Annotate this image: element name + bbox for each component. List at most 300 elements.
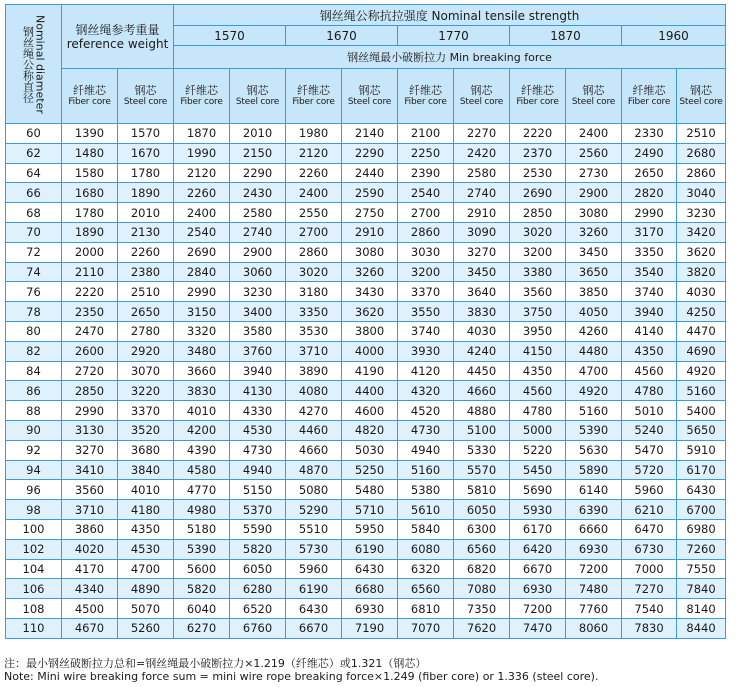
value-cell: 5730: [286, 539, 342, 559]
value-cell: 5240: [622, 420, 677, 440]
value-cell: 2290: [342, 143, 398, 163]
value-cell: 5160: [677, 381, 726, 401]
value-cell: 2430: [230, 183, 286, 203]
table-row: [6, 262, 726, 282]
diameter-cell: 62: [6, 143, 62, 163]
value-cell: 4660: [454, 381, 510, 401]
table-row: [6, 480, 726, 500]
value-cell: 4940: [230, 460, 286, 480]
diameter-cell: 68: [6, 203, 62, 223]
value-cell: 4180: [118, 500, 174, 520]
value-cell: 2130: [118, 222, 174, 242]
value-cell: 8140: [677, 599, 726, 619]
value-cell: 3260: [566, 222, 622, 242]
diameter-cell: 96: [6, 480, 62, 500]
value-cell: 5370: [230, 500, 286, 520]
value-cell: 3930: [398, 341, 454, 361]
value-cell: 2990: [622, 203, 677, 223]
value-cell: 3150: [174, 302, 230, 322]
value-cell: 2700: [286, 222, 342, 242]
strength-1870: 1870: [510, 26, 622, 46]
value-cell: 1990: [174, 143, 230, 163]
value-cell: 6670: [510, 559, 566, 579]
value-cell: 5250: [342, 460, 398, 480]
value-cell: 2370: [510, 143, 566, 163]
value-cell: 6810: [398, 599, 454, 619]
value-cell: 3740: [398, 321, 454, 341]
core-label-zh: 钢芯: [582, 84, 605, 97]
value-cell: 2690: [174, 242, 230, 262]
value-cell: 7540: [622, 599, 677, 619]
value-cell: 3030: [398, 242, 454, 262]
core-label-zh: 纤维芯: [185, 84, 219, 97]
diameter-cell: 98: [6, 500, 62, 520]
value-cell: 3410: [62, 460, 118, 480]
value-cell: 3840: [118, 460, 174, 480]
value-cell: 4690: [677, 341, 726, 361]
value-cell: 1670: [118, 143, 174, 163]
value-cell: 3170: [622, 222, 677, 242]
value-cell: 5570: [454, 460, 510, 480]
table-row: [6, 460, 726, 480]
value-cell: 5160: [566, 401, 622, 421]
value-cell: 2350: [62, 302, 118, 322]
table-row: [6, 539, 726, 559]
value-cell: 2900: [566, 183, 622, 203]
value-cell: 3710: [286, 341, 342, 361]
value-cell: 5820: [230, 539, 286, 559]
value-cell: 4470: [677, 321, 726, 341]
fiber-core-header: [398, 69, 454, 124]
value-cell: 7000: [622, 559, 677, 579]
value-cell: 5470: [622, 440, 677, 460]
value-cell: 3940: [622, 302, 677, 322]
value-cell: 2120: [286, 143, 342, 163]
note-english: Note: Mini wire breaking force sum = mini wire rope breaking force×1.249 (fiber core) or 1.336 (steel core).: [4, 670, 599, 683]
table-row: [6, 401, 726, 421]
value-cell: 2740: [230, 222, 286, 242]
value-cell: 3450: [566, 242, 622, 262]
value-cell: 5080: [286, 480, 342, 500]
value-cell: 2260: [286, 163, 342, 183]
value-cell: 4450: [454, 361, 510, 381]
value-cell: 3560: [510, 282, 566, 302]
diameter-cell: 106: [6, 579, 62, 599]
value-cell: 5910: [677, 440, 726, 460]
value-cell: 3060: [230, 262, 286, 282]
value-cell: 2650: [118, 302, 174, 322]
value-cell: 3430: [342, 282, 398, 302]
value-cell: 3130: [62, 420, 118, 440]
value-cell: 5390: [566, 420, 622, 440]
value-cell: 6420: [510, 539, 566, 559]
value-cell: 2390: [398, 163, 454, 183]
value-cell: 5840: [398, 519, 454, 539]
diameter-cell: 90: [6, 420, 62, 440]
value-cell: 3800: [342, 321, 398, 341]
value-cell: 4980: [174, 500, 230, 520]
value-cell: 4330: [230, 401, 286, 421]
table-row: [6, 579, 726, 599]
value-cell: 6560: [398, 579, 454, 599]
strength-1570: 1570: [174, 26, 286, 46]
value-cell: 6050: [230, 559, 286, 579]
steel-core-header: [454, 69, 510, 124]
note-chinese: 注：最小钢丝破断拉力总和=钢丝绳最小破断拉力×1.219（纤维芯）或1.321（钢芯）: [4, 657, 427, 670]
value-cell: 4020: [62, 539, 118, 559]
value-cell: 1870: [174, 124, 230, 144]
value-cell: 6190: [286, 579, 342, 599]
value-cell: 5710: [342, 500, 398, 520]
value-cell: 4660: [286, 440, 342, 460]
value-cell: 7480: [566, 579, 622, 599]
value-cell: 6140: [566, 480, 622, 500]
diameter-cell: 88: [6, 401, 62, 421]
core-label-zh: 钢芯: [690, 84, 713, 97]
value-cell: 2990: [62, 401, 118, 421]
value-cell: 2400: [566, 124, 622, 144]
value-cell: 4530: [230, 420, 286, 440]
value-cell: 7470: [510, 618, 566, 638]
value-cell: 4940: [398, 440, 454, 460]
value-cell: 1780: [62, 203, 118, 223]
value-cell: 6520: [230, 599, 286, 619]
value-cell: 2920: [118, 341, 174, 361]
table-row: [6, 559, 726, 579]
value-cell: 3760: [230, 341, 286, 361]
core-label-zh: 纤维芯: [297, 84, 331, 97]
value-cell: 2000: [62, 242, 118, 262]
value-cell: 4730: [230, 440, 286, 460]
value-cell: 5890: [566, 460, 622, 480]
value-cell: 7760: [566, 599, 622, 619]
value-cell: 4770: [174, 480, 230, 500]
value-cell: 4320: [398, 381, 454, 401]
table-row: [6, 440, 726, 460]
value-cell: 4400: [342, 381, 398, 401]
value-cell: 4150: [510, 341, 566, 361]
value-cell: 6980: [677, 519, 726, 539]
value-cell: 3640: [454, 282, 510, 302]
core-label-zh: 纤维芯: [73, 84, 106, 97]
value-cell: 2110: [62, 262, 118, 282]
value-cell: 3940: [230, 361, 286, 381]
value-cell: 6270: [174, 618, 230, 638]
value-cell: 4560: [622, 361, 677, 381]
core-label-en: Steel core: [679, 97, 723, 107]
steel-core-header: [230, 69, 286, 124]
value-cell: 2900: [230, 242, 286, 262]
value-cell: 6430: [342, 559, 398, 579]
value-cell: 5150: [230, 480, 286, 500]
value-cell: 5330: [454, 440, 510, 460]
value-cell: 3380: [510, 262, 566, 282]
value-cell: 6930: [342, 599, 398, 619]
table-row: [6, 321, 726, 341]
value-cell: 2270: [454, 124, 510, 144]
diameter-label-en: Nominal diameter: [33, 14, 47, 114]
value-cell: 4870: [286, 460, 342, 480]
steel-core-header: [118, 69, 174, 124]
value-cell: 3020: [286, 262, 342, 282]
value-cell: 4520: [398, 401, 454, 421]
diameter-cell: 64: [6, 163, 62, 183]
diameter-cell: 100: [6, 519, 62, 539]
value-cell: 3450: [454, 262, 510, 282]
value-cell: 6280: [230, 579, 286, 599]
value-cell: 7350: [454, 599, 510, 619]
value-cell: 5260: [118, 618, 174, 638]
diameter-cell: 92: [6, 440, 62, 460]
value-cell: 3540: [622, 262, 677, 282]
diameter-cell: 94: [6, 460, 62, 480]
value-cell: 3420: [677, 222, 726, 242]
value-cell: 2010: [230, 124, 286, 144]
value-cell: 3520: [118, 420, 174, 440]
value-cell: 3710: [62, 500, 118, 520]
value-cell: 4390: [174, 440, 230, 460]
value-cell: 7840: [677, 579, 726, 599]
diameter-cell: 102: [6, 539, 62, 559]
value-cell: 3270: [62, 440, 118, 460]
core-label-zh: 纤维芯: [409, 84, 443, 97]
table-row: [6, 222, 726, 242]
table-row: [6, 302, 726, 322]
value-cell: 3070: [118, 361, 174, 381]
value-cell: 5290: [286, 500, 342, 520]
value-cell: 3080: [566, 203, 622, 223]
value-cell: 3350: [622, 242, 677, 262]
value-cell: 2490: [622, 143, 677, 163]
value-cell: 4120: [398, 361, 454, 381]
value-cell: 3950: [510, 321, 566, 341]
value-cell: 6300: [454, 519, 510, 539]
value-cell: 4780: [622, 381, 677, 401]
value-cell: 2400: [174, 203, 230, 223]
value-cell: 2540: [398, 183, 454, 203]
value-cell: 3370: [118, 401, 174, 421]
value-cell: 5610: [398, 500, 454, 520]
value-cell: 5380: [398, 480, 454, 500]
value-cell: 5030: [342, 440, 398, 460]
value-cell: 3660: [174, 361, 230, 381]
value-cell: 1680: [62, 183, 118, 203]
value-cell: 5220: [510, 440, 566, 460]
value-cell: 4670: [62, 618, 118, 638]
value-cell: 2860: [398, 222, 454, 242]
value-cell: 2530: [510, 163, 566, 183]
value-cell: 5960: [286, 559, 342, 579]
value-cell: 2100: [398, 124, 454, 144]
value-cell: 2590: [342, 183, 398, 203]
value-cell: 4600: [342, 401, 398, 421]
value-cell: 1890: [62, 222, 118, 242]
value-cell: 3740: [622, 282, 677, 302]
value-cell: 2750: [342, 203, 398, 223]
value-cell: 6930: [566, 539, 622, 559]
value-cell: 7200: [510, 599, 566, 619]
value-cell: 3830: [454, 302, 510, 322]
value-cell: 4820: [342, 420, 398, 440]
value-cell: 2470: [62, 321, 118, 341]
table-row: [6, 361, 726, 381]
value-cell: 4350: [118, 519, 174, 539]
value-cell: 2550: [286, 203, 342, 223]
value-cell: 5720: [622, 460, 677, 480]
value-cell: 4010: [174, 401, 230, 421]
strength-1770: 1770: [398, 26, 510, 46]
value-cell: 7270: [622, 579, 677, 599]
steel-core-header: [342, 69, 398, 124]
value-cell: 3270: [454, 242, 510, 262]
value-cell: 6820: [454, 559, 510, 579]
value-cell: 2820: [622, 183, 677, 203]
table-row: [6, 500, 726, 520]
diameter-label-zh: 钢丝绳公称直径: [21, 25, 35, 103]
value-cell: 2260: [118, 242, 174, 262]
value-cell: 2220: [62, 282, 118, 302]
value-cell: 8060: [566, 618, 622, 638]
value-cell: 2540: [174, 222, 230, 242]
value-cell: 5160: [398, 460, 454, 480]
core-label-en: Fiber core: [292, 97, 335, 107]
table-row: [6, 143, 726, 163]
diameter-cell: 78: [6, 302, 62, 322]
fiber-core-header: [174, 69, 230, 124]
value-cell: 7260: [677, 539, 726, 559]
value-cell: 2580: [230, 203, 286, 223]
value-cell: 2260: [174, 183, 230, 203]
value-cell: 6170: [510, 519, 566, 539]
value-cell: 6680: [342, 579, 398, 599]
table-row: [6, 282, 726, 302]
diameter-cell: 108: [6, 599, 62, 619]
value-cell: 7830: [622, 618, 677, 638]
value-cell: 4880: [454, 401, 510, 421]
value-cell: 4700: [118, 559, 174, 579]
value-cell: 5590: [230, 519, 286, 539]
value-cell: 1890: [118, 183, 174, 203]
value-cell: 7190: [342, 618, 398, 638]
diameter-cell: 110: [6, 618, 62, 638]
value-cell: 2910: [342, 222, 398, 242]
value-cell: 3400: [230, 302, 286, 322]
value-cell: 2010: [118, 203, 174, 223]
value-cell: 4260: [566, 321, 622, 341]
table-row: [6, 420, 726, 440]
value-cell: 3260: [342, 262, 398, 282]
value-cell: 6320: [398, 559, 454, 579]
value-cell: 4460: [286, 420, 342, 440]
value-cell: 7200: [566, 559, 622, 579]
value-cell: 3090: [454, 222, 510, 242]
reference-weight-en: reference weight: [66, 36, 169, 51]
value-cell: 5690: [510, 480, 566, 500]
value-cell: 2740: [454, 183, 510, 203]
value-cell: 6470: [622, 519, 677, 539]
core-type-row: [6, 69, 726, 124]
table-row: [6, 183, 726, 203]
value-cell: 4350: [510, 361, 566, 381]
core-label-en: Fiber core: [180, 97, 223, 107]
value-cell: 2330: [622, 124, 677, 144]
core-label-en: Fiber core: [627, 97, 671, 107]
value-cell: 4560: [510, 381, 566, 401]
diameter-cell: 74: [6, 262, 62, 282]
value-cell: 2780: [118, 321, 174, 341]
core-label-zh: 纤维芯: [521, 84, 555, 97]
value-cell: 3550: [398, 302, 454, 322]
value-cell: 3180: [286, 282, 342, 302]
value-cell: 4080: [286, 381, 342, 401]
core-label-en: Fiber core: [516, 97, 559, 107]
value-cell: 3320: [174, 321, 230, 341]
value-cell: 3850: [566, 282, 622, 302]
value-cell: 2650: [622, 163, 677, 183]
wire-rope-spec-table: [5, 4, 726, 639]
value-cell: 1580: [62, 163, 118, 183]
value-cell: 2290: [230, 163, 286, 183]
value-cell: 2910: [454, 203, 510, 223]
table-row: [6, 599, 726, 619]
value-cell: 2690: [510, 183, 566, 203]
value-cell: 5820: [174, 579, 230, 599]
core-label-en: Steel core: [459, 97, 504, 107]
value-cell: 3230: [230, 282, 286, 302]
diameter-cell: 86: [6, 381, 62, 401]
core-label-en: Fiber core: [404, 97, 447, 107]
data-body: [6, 124, 726, 639]
value-cell: 4030: [454, 321, 510, 341]
value-cell: 3650: [566, 262, 622, 282]
diameter-cell: 76: [6, 282, 62, 302]
core-label-zh: 钢芯: [246, 84, 269, 97]
value-cell: 5930: [510, 500, 566, 520]
fiber-core-header: [622, 69, 677, 124]
value-cell: 3480: [174, 341, 230, 361]
value-cell: 2220: [510, 124, 566, 144]
value-cell: 3620: [342, 302, 398, 322]
value-cell: 6670: [286, 618, 342, 638]
value-cell: 3370: [398, 282, 454, 302]
value-cell: 1570: [118, 124, 174, 144]
value-cell: 4920: [566, 381, 622, 401]
value-cell: 6730: [622, 539, 677, 559]
table-row: [6, 618, 726, 638]
core-label-zh: 钢芯: [470, 84, 493, 97]
value-cell: 7080: [454, 579, 510, 599]
min-breaking-force-title: 钢丝绳最小破断拉力 Min breaking force: [174, 46, 726, 69]
value-cell: 4140: [622, 321, 677, 341]
diameter-cell: 84: [6, 361, 62, 381]
strength-1960: 1960: [622, 26, 726, 46]
value-cell: 2510: [677, 124, 726, 144]
value-cell: 2680: [677, 143, 726, 163]
value-cell: 5010: [622, 401, 677, 421]
value-cell: 4000: [342, 341, 398, 361]
value-cell: 4480: [566, 341, 622, 361]
value-cell: 4190: [342, 361, 398, 381]
value-cell: 5510: [286, 519, 342, 539]
value-cell: 3220: [118, 381, 174, 401]
value-cell: 3820: [677, 262, 726, 282]
value-cell: 3530: [286, 321, 342, 341]
core-label-en: Steel core: [235, 97, 280, 107]
value-cell: 6560: [454, 539, 510, 559]
value-cell: 5960: [622, 480, 677, 500]
table-row: [6, 163, 726, 183]
reference-weight-header: [62, 5, 174, 69]
